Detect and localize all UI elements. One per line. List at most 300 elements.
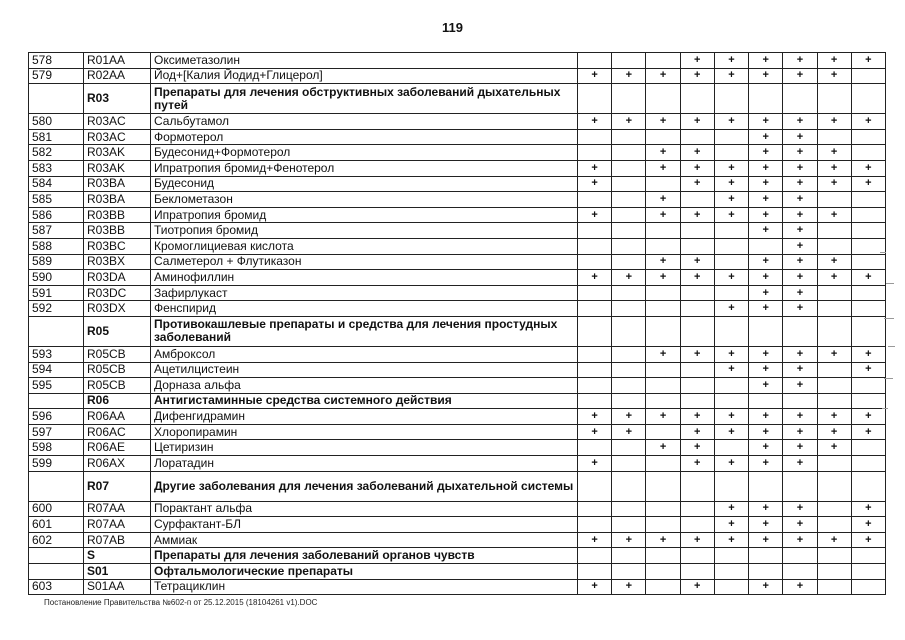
availability-mark-cell	[612, 145, 646, 161]
availability-mark-cell	[612, 84, 646, 114]
availability-mark-cell: +	[783, 456, 817, 472]
availability-mark-cell: +	[783, 207, 817, 223]
drug-name-cell: Беклометазон	[151, 192, 578, 208]
availability-mark-cell: +	[783, 378, 817, 394]
availability-mark-cell: +	[817, 160, 851, 176]
availability-mark-cell: +	[578, 160, 612, 176]
availability-mark-cell	[578, 471, 612, 501]
availability-mark-cell: +	[714, 532, 748, 548]
row-number-cell: 592	[29, 301, 84, 317]
scan-artifact	[884, 378, 893, 379]
availability-mark-cell	[680, 548, 714, 564]
row-number-cell: 603	[29, 579, 84, 595]
availability-mark-cell	[817, 301, 851, 317]
availability-mark-cell: +	[783, 301, 817, 317]
availability-mark-cell	[817, 223, 851, 239]
availability-mark-cell: +	[783, 532, 817, 548]
availability-mark-cell	[680, 362, 714, 378]
availability-mark-cell	[817, 316, 851, 346]
availability-mark-cell: +	[817, 68, 851, 84]
availability-mark-cell	[646, 176, 680, 192]
availability-mark-cell	[578, 316, 612, 346]
availability-mark-cell	[578, 378, 612, 394]
row-number-cell: 590	[29, 270, 84, 286]
availability-mark-cell	[646, 285, 680, 301]
availability-mark-cell: +	[817, 424, 851, 440]
drug-name-cell: Аммиак	[151, 532, 578, 548]
atc-code-cell: R03BB	[84, 207, 151, 223]
availability-mark-cell: +	[578, 270, 612, 286]
availability-mark-cell: +	[680, 176, 714, 192]
availability-mark-cell	[646, 517, 680, 533]
availability-mark-cell: +	[612, 270, 646, 286]
availability-mark-cell: +	[851, 501, 885, 517]
availability-mark-cell	[578, 129, 612, 145]
availability-mark-cell: +	[578, 68, 612, 84]
availability-mark-cell: +	[714, 270, 748, 286]
availability-mark-cell: +	[817, 440, 851, 456]
atc-code-cell: R06AA	[84, 409, 151, 425]
availability-mark-cell: +	[680, 424, 714, 440]
availability-mark-cell: +	[749, 440, 783, 456]
availability-mark-cell: +	[783, 517, 817, 533]
row-number-cell: 588	[29, 238, 84, 254]
atc-code-cell: R06AE	[84, 440, 151, 456]
availability-mark-cell: +	[680, 440, 714, 456]
availability-mark-cell: +	[749, 207, 783, 223]
row-number-cell: 582	[29, 145, 84, 161]
table-row	[29, 301, 886, 317]
availability-mark-cell: +	[817, 254, 851, 270]
drug-name-cell: Ацетилцистеин	[151, 362, 578, 378]
availability-mark-cell: +	[749, 409, 783, 425]
availability-mark-cell	[646, 548, 680, 564]
drug-name-cell: Сурфактант-БЛ	[151, 517, 578, 533]
availability-mark-cell: +	[749, 270, 783, 286]
availability-mark-cell: +	[612, 68, 646, 84]
availability-mark-cell	[817, 238, 851, 254]
availability-mark-cell	[578, 238, 612, 254]
availability-mark-cell	[783, 471, 817, 501]
scan-artifact	[882, 408, 888, 409]
availability-mark-cell	[680, 285, 714, 301]
availability-mark-cell	[612, 301, 646, 317]
availability-mark-cell	[680, 129, 714, 145]
row-number-cell: 593	[29, 346, 84, 362]
drug-name-cell: Будесонид	[151, 176, 578, 192]
table-row	[29, 254, 886, 270]
availability-mark-cell: +	[714, 424, 748, 440]
atc-code-cell: R06AX	[84, 456, 151, 472]
scan-artifact	[886, 283, 894, 284]
availability-mark-cell: +	[783, 145, 817, 161]
availability-mark-cell	[646, 84, 680, 114]
atc-code-cell: R03DA	[84, 270, 151, 286]
availability-mark-cell: +	[783, 68, 817, 84]
availability-mark-cell: +	[783, 270, 817, 286]
availability-mark-cell	[851, 456, 885, 472]
drug-name-cell: Антигистаминные средства системного действия	[151, 393, 578, 409]
table-row	[29, 362, 886, 378]
availability-mark-cell: +	[680, 207, 714, 223]
row-number-cell: 598	[29, 440, 84, 456]
availability-mark-cell: +	[646, 254, 680, 270]
table-row	[29, 409, 886, 425]
availability-mark-cell	[612, 378, 646, 394]
availability-mark-cell	[714, 579, 748, 595]
availability-mark-cell	[612, 456, 646, 472]
availability-mark-cell: +	[851, 346, 885, 362]
availability-mark-cell	[612, 548, 646, 564]
availability-mark-cell: +	[851, 270, 885, 286]
table-row	[29, 145, 886, 161]
table-row	[29, 532, 886, 548]
row-number-cell	[29, 316, 84, 346]
availability-mark-cell	[714, 440, 748, 456]
availability-mark-cell	[612, 471, 646, 501]
availability-mark-cell: +	[680, 114, 714, 130]
availability-mark-cell	[714, 129, 748, 145]
availability-mark-cell	[680, 223, 714, 239]
availability-mark-cell: +	[612, 409, 646, 425]
page-number: 119	[442, 20, 463, 35]
table-row	[29, 517, 886, 533]
availability-mark-cell	[612, 176, 646, 192]
availability-mark-cell	[851, 285, 885, 301]
availability-mark-cell	[817, 285, 851, 301]
availability-mark-cell	[578, 517, 612, 533]
table-row	[29, 378, 886, 394]
availability-mark-cell: +	[749, 223, 783, 239]
availability-mark-cell	[612, 207, 646, 223]
availability-mark-cell	[851, 301, 885, 317]
availability-mark-cell	[612, 192, 646, 208]
availability-mark-cell: +	[680, 346, 714, 362]
availability-mark-cell	[714, 316, 748, 346]
availability-mark-cell: +	[783, 285, 817, 301]
drug-name-cell: Аминофиллин	[151, 270, 578, 286]
availability-mark-cell	[612, 564, 646, 580]
availability-mark-cell	[817, 378, 851, 394]
availability-mark-cell	[714, 238, 748, 254]
table-row	[29, 176, 886, 192]
availability-mark-cell	[680, 393, 714, 409]
availability-mark-cell: +	[714, 207, 748, 223]
atc-code-cell: R03BA	[84, 176, 151, 192]
availability-mark-cell: +	[817, 207, 851, 223]
atc-code-cell: R05CB	[84, 378, 151, 394]
availability-mark-cell	[714, 223, 748, 239]
availability-mark-cell	[680, 564, 714, 580]
drug-name-cell: Порактант альфа	[151, 501, 578, 517]
availability-mark-cell: +	[646, 532, 680, 548]
availability-mark-cell	[646, 579, 680, 595]
table-row	[29, 160, 886, 176]
availability-mark-cell	[646, 424, 680, 440]
availability-mark-cell	[714, 145, 748, 161]
availability-mark-cell: +	[749, 532, 783, 548]
availability-mark-cell: +	[680, 68, 714, 84]
availability-mark-cell: +	[714, 409, 748, 425]
availability-mark-cell	[612, 362, 646, 378]
availability-mark-cell	[578, 440, 612, 456]
availability-mark-cell: +	[783, 362, 817, 378]
availability-mark-cell: +	[783, 160, 817, 176]
availability-mark-cell: +	[680, 53, 714, 69]
drug-name-cell: Офтальмологические препараты	[151, 564, 578, 580]
atc-code-cell: R06AC	[84, 424, 151, 440]
availability-mark-cell: +	[783, 346, 817, 362]
atc-code-cell: R03	[84, 84, 151, 114]
availability-mark-cell	[749, 548, 783, 564]
availability-mark-cell: +	[783, 176, 817, 192]
drug-name-cell: Ипратропия бромид+Фенотерол	[151, 160, 578, 176]
availability-mark-cell	[851, 378, 885, 394]
table-row	[29, 270, 886, 286]
drug-name-cell: Дорназа альфа	[151, 378, 578, 394]
availability-mark-cell: +	[749, 501, 783, 517]
atc-code-cell: R07AB	[84, 532, 151, 548]
drug-name-cell: Формотерол	[151, 129, 578, 145]
availability-mark-cell	[680, 471, 714, 501]
table-row	[29, 346, 886, 362]
availability-mark-cell: +	[714, 53, 748, 69]
availability-mark-cell	[817, 501, 851, 517]
availability-mark-cell	[578, 548, 612, 564]
availability-mark-cell	[578, 346, 612, 362]
availability-mark-cell	[851, 84, 885, 114]
row-number-cell: 597	[29, 424, 84, 440]
table-row	[29, 192, 886, 208]
availability-mark-cell: +	[783, 501, 817, 517]
availability-mark-cell	[749, 471, 783, 501]
table-row	[29, 114, 886, 130]
availability-mark-cell: +	[749, 517, 783, 533]
table-row	[29, 424, 886, 440]
availability-mark-cell: +	[578, 579, 612, 595]
availability-mark-cell	[646, 471, 680, 501]
availability-mark-cell	[680, 192, 714, 208]
availability-mark-cell: +	[646, 346, 680, 362]
row-number-cell: 584	[29, 176, 84, 192]
availability-mark-cell: +	[851, 176, 885, 192]
scan-artifact	[888, 346, 895, 347]
row-number-cell	[29, 564, 84, 580]
availability-mark-cell	[851, 393, 885, 409]
availability-mark-cell	[783, 316, 817, 346]
availability-mark-cell: +	[851, 532, 885, 548]
row-number-cell: 585	[29, 192, 84, 208]
table-section-row	[29, 548, 886, 564]
drug-name-cell: Препараты для лечения обструктивных заболеваний дыхательных путей	[151, 84, 578, 114]
availability-mark-cell: +	[680, 409, 714, 425]
availability-mark-cell: +	[578, 114, 612, 130]
table-row	[29, 285, 886, 301]
availability-mark-cell	[817, 456, 851, 472]
availability-mark-cell: +	[714, 517, 748, 533]
availability-mark-cell	[851, 207, 885, 223]
availability-mark-cell	[612, 346, 646, 362]
availability-mark-cell	[612, 160, 646, 176]
availability-mark-cell	[612, 393, 646, 409]
availability-mark-cell	[783, 84, 817, 114]
availability-mark-cell: +	[851, 517, 885, 533]
availability-mark-cell: +	[749, 362, 783, 378]
availability-mark-cell: +	[817, 176, 851, 192]
atc-code-cell: R05	[84, 316, 151, 346]
availability-mark-cell	[680, 84, 714, 114]
availability-mark-cell	[817, 192, 851, 208]
availability-mark-cell: +	[817, 114, 851, 130]
availability-mark-cell	[851, 316, 885, 346]
availability-mark-cell	[817, 579, 851, 595]
availability-mark-cell: +	[749, 53, 783, 69]
availability-mark-cell: +	[714, 68, 748, 84]
drug-name-cell: Хлоропирамин	[151, 424, 578, 440]
availability-mark-cell: +	[749, 254, 783, 270]
availability-mark-cell	[851, 579, 885, 595]
availability-mark-cell	[612, 316, 646, 346]
availability-mark-cell	[578, 53, 612, 69]
table-section-row	[29, 471, 886, 501]
availability-mark-cell	[646, 564, 680, 580]
availability-mark-cell: +	[714, 501, 748, 517]
availability-mark-cell	[646, 501, 680, 517]
row-number-cell: 578	[29, 53, 84, 69]
availability-mark-cell: +	[578, 409, 612, 425]
row-number-cell: 583	[29, 160, 84, 176]
availability-mark-cell: +	[714, 362, 748, 378]
availability-mark-cell	[578, 362, 612, 378]
availability-mark-cell: +	[646, 207, 680, 223]
row-number-cell	[29, 471, 84, 501]
drug-name-cell: Сальбутамол	[151, 114, 578, 130]
availability-mark-cell	[578, 285, 612, 301]
drug-name-cell: Тетрациклин	[151, 579, 578, 595]
availability-mark-cell: +	[578, 176, 612, 192]
availability-mark-cell: +	[578, 532, 612, 548]
availability-mark-cell	[817, 517, 851, 533]
drug-name-cell: Кромоглициевая кислота	[151, 238, 578, 254]
availability-mark-cell: +	[680, 579, 714, 595]
availability-mark-cell	[851, 471, 885, 501]
availability-mark-cell: +	[646, 114, 680, 130]
availability-mark-cell	[817, 393, 851, 409]
availability-mark-cell: +	[680, 145, 714, 161]
drug-name-cell: Лоратадин	[151, 456, 578, 472]
availability-mark-cell	[851, 564, 885, 580]
availability-mark-cell: +	[817, 53, 851, 69]
atc-code-cell: R01AA	[84, 53, 151, 69]
availability-mark-cell	[714, 378, 748, 394]
availability-mark-cell: +	[714, 301, 748, 317]
availability-mark-cell	[817, 564, 851, 580]
availability-mark-cell	[714, 254, 748, 270]
row-number-cell: 587	[29, 223, 84, 239]
availability-mark-cell: +	[783, 192, 817, 208]
table-row	[29, 501, 886, 517]
table-section-row	[29, 84, 886, 114]
drug-name-cell: Противокашлевые препараты и средства для лечения простудных заболеваний	[151, 316, 578, 346]
availability-mark-cell: +	[612, 424, 646, 440]
availability-mark-cell	[817, 84, 851, 114]
availability-mark-cell	[749, 393, 783, 409]
availability-mark-cell: +	[783, 579, 817, 595]
row-number-cell	[29, 393, 84, 409]
atc-code-cell: R03BC	[84, 238, 151, 254]
availability-mark-cell: +	[783, 254, 817, 270]
availability-mark-cell: +	[749, 129, 783, 145]
drug-name-cell: Другие заболевания для лечения заболеваний дыхательной системы	[151, 471, 578, 501]
availability-mark-cell: +	[612, 114, 646, 130]
availability-mark-cell: +	[783, 424, 817, 440]
availability-mark-cell: +	[646, 270, 680, 286]
scan-artifact	[880, 252, 886, 253]
drug-name-cell: Дифенгидрамин	[151, 409, 578, 425]
availability-mark-cell	[851, 192, 885, 208]
atc-code-cell: R02AA	[84, 68, 151, 84]
row-number-cell: 581	[29, 129, 84, 145]
availability-mark-cell	[578, 564, 612, 580]
availability-mark-cell	[714, 471, 748, 501]
availability-mark-cell: +	[783, 238, 817, 254]
availability-mark-cell	[578, 501, 612, 517]
availability-mark-cell: +	[749, 114, 783, 130]
row-number-cell	[29, 84, 84, 114]
atc-code-cell: R06	[84, 393, 151, 409]
availability-mark-cell: +	[817, 532, 851, 548]
availability-mark-cell: +	[646, 192, 680, 208]
availability-mark-cell	[714, 285, 748, 301]
availability-mark-cell	[612, 517, 646, 533]
availability-mark-cell: +	[749, 192, 783, 208]
drug-name-cell: Йод+[Калия Йодид+Глицерол]	[151, 68, 578, 84]
availability-mark-cell: +	[783, 409, 817, 425]
availability-mark-cell: +	[714, 192, 748, 208]
availability-mark-cell: +	[749, 68, 783, 84]
availability-mark-cell: +	[817, 145, 851, 161]
availability-mark-cell: +	[783, 114, 817, 130]
row-number-cell: 601	[29, 517, 84, 533]
table-row	[29, 207, 886, 223]
atc-code-cell: R03AC	[84, 114, 151, 130]
availability-mark-cell: +	[680, 270, 714, 286]
scan-artifact	[884, 318, 894, 319]
availability-mark-cell: +	[817, 409, 851, 425]
availability-mark-cell	[578, 393, 612, 409]
availability-mark-cell	[646, 316, 680, 346]
availability-mark-cell: +	[646, 160, 680, 176]
availability-mark-cell	[714, 548, 748, 564]
availability-mark-cell: +	[749, 145, 783, 161]
availability-mark-cell: +	[612, 579, 646, 595]
availability-mark-cell	[646, 129, 680, 145]
table-row	[29, 456, 886, 472]
row-number-cell: 586	[29, 207, 84, 223]
atc-code-cell: R03BB	[84, 223, 151, 239]
availability-mark-cell: +	[612, 532, 646, 548]
row-number-cell: 579	[29, 68, 84, 84]
drug-name-cell: Будесонид+Формотерол	[151, 145, 578, 161]
table-row	[29, 238, 886, 254]
availability-mark-cell: +	[851, 424, 885, 440]
row-number-cell: 595	[29, 378, 84, 394]
availability-mark-cell: +	[578, 207, 612, 223]
availability-mark-cell: +	[714, 160, 748, 176]
drug-name-cell: Тиотропия бромид	[151, 223, 578, 239]
availability-mark-cell	[851, 129, 885, 145]
row-number-cell: 596	[29, 409, 84, 425]
